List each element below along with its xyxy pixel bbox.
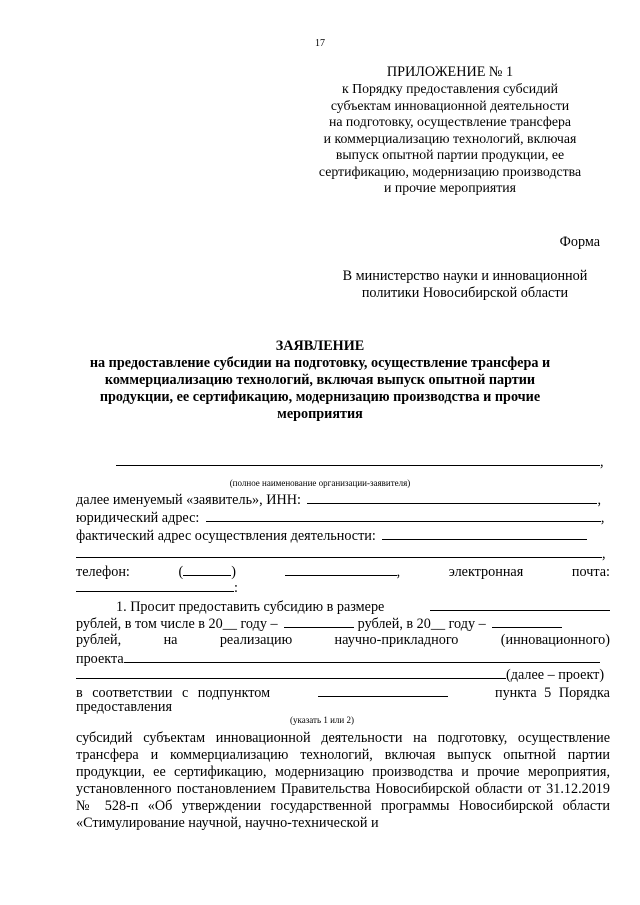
appendix-line: к Порядку предоставления субсидий bbox=[342, 81, 558, 96]
subpoint-field[interactable] bbox=[318, 683, 448, 697]
inn-row: далее именуемый «заявитель», ИНН: , bbox=[76, 492, 601, 508]
p1-line-5 bbox=[76, 665, 610, 684]
year2-amount-field[interactable] bbox=[492, 614, 562, 628]
appendix-line: сертификацию, модернизацию производства bbox=[318, 163, 582, 179]
applicant-label: далее именуемый «заявитель», ИНН: bbox=[76, 492, 301, 508]
p1-text-7: предоставления bbox=[76, 699, 173, 715]
org-name-field[interactable] bbox=[116, 452, 600, 466]
subsidy-amount-field[interactable] bbox=[430, 597, 610, 611]
appendix-line: выпуск опытной партии продукции, ее bbox=[335, 147, 565, 162]
org-name-caption: (полное наименование организации-заявителя) bbox=[229, 478, 411, 488]
p1-text-6a: в соответствии с подпунктом bbox=[76, 685, 271, 701]
p1-text-2b: рублей, в 20__ году – bbox=[357, 616, 486, 632]
addressee-line: В министерство науки и инновационной bbox=[342, 268, 588, 284]
p1-text-2a: рублей, в том числе в 20__ году – bbox=[76, 616, 278, 632]
legal-address-row: юридический адрес: , bbox=[76, 510, 605, 526]
appendix-line: субъектам инновационной деятельности bbox=[330, 97, 570, 113]
year1-amount-field[interactable] bbox=[284, 614, 354, 628]
phone-number-field[interactable]: , bbox=[285, 562, 401, 581]
actual-address-field[interactable] bbox=[382, 526, 587, 540]
phone-label: телефон: bbox=[76, 564, 130, 580]
appendix-block bbox=[300, 64, 600, 197]
actual-address-label: фактический адрес осуществления деятельности: bbox=[76, 528, 376, 544]
application-subtitle: на предоставление субсидии на подготовку, осуществление трансфера и коммерциализацию технологий, включая выпуск опытной партии продукции, ее сертификацию, модернизацию производства и прочие мероприятия bbox=[89, 355, 551, 422]
email-label-word1: электронная bbox=[448, 564, 524, 580]
project-name-field-2[interactable] bbox=[76, 665, 506, 679]
actual-address-row-2: , bbox=[76, 544, 610, 563]
p1-text-4: проекта bbox=[76, 651, 124, 667]
email-row: : bbox=[76, 578, 610, 597]
form-label: Форма bbox=[559, 234, 600, 250]
appendix-line: и коммерциализацию технологий, включая bbox=[323, 130, 577, 146]
p1-text-3: рублей, на реализацию научно-прикладного (инновационного) bbox=[76, 632, 610, 648]
p1-text-6b: пункта 5 Порядка bbox=[494, 685, 610, 701]
page-number: 17 bbox=[315, 38, 325, 49]
p1-text-1: 1. Просит предоставить субсидию в размере bbox=[116, 599, 385, 615]
p1-body-text: субсидий субъектам инновационной деятельности на подготовку, осуществление трансфера и коммерциализацию технологий, включая выпуск опытной партии продукции, ее сертификацию, модернизацию производства и прочие мероприятия, установленного постановлением Правительства Новосибирской области от 31.12.2019 № 528-п «Об утверждении государственной программы Новосибирской области «Стимулирование научной, научно-технической и bbox=[76, 730, 610, 831]
addressee bbox=[330, 268, 600, 302]
actual-address-field-2[interactable] bbox=[76, 544, 602, 558]
appendix-line: и прочие мероприятия bbox=[384, 180, 516, 195]
p1-text-5: (далее – проект) bbox=[506, 667, 605, 683]
appendix-title: ПРИЛОЖЕНИЕ № 1 bbox=[386, 64, 514, 80]
inn-field[interactable] bbox=[307, 490, 597, 504]
application-title: ЗАЯВЛЕНИЕ bbox=[275, 338, 365, 354]
subpoint-caption: (указать 1 или 2) bbox=[290, 715, 354, 725]
actual-address-row bbox=[76, 526, 610, 545]
project-name-field[interactable] bbox=[124, 649, 600, 663]
org-name-row: , bbox=[116, 452, 606, 471]
p1-line-2 bbox=[76, 614, 610, 633]
email-label-word2: почта: bbox=[571, 564, 610, 580]
email-field[interactable] bbox=[76, 578, 234, 592]
legal-address-field[interactable] bbox=[206, 508, 601, 522]
addressee-line: политики Новосибирской области bbox=[361, 285, 569, 301]
p1-line-7 bbox=[76, 699, 610, 716]
legal-address-label: юридический адрес: bbox=[76, 510, 200, 526]
phone-code-field[interactable]: ( ) bbox=[178, 564, 236, 580]
p1-line-3 bbox=[76, 632, 610, 649]
appendix-line: на подготовку, осуществление трансфера bbox=[328, 114, 572, 129]
